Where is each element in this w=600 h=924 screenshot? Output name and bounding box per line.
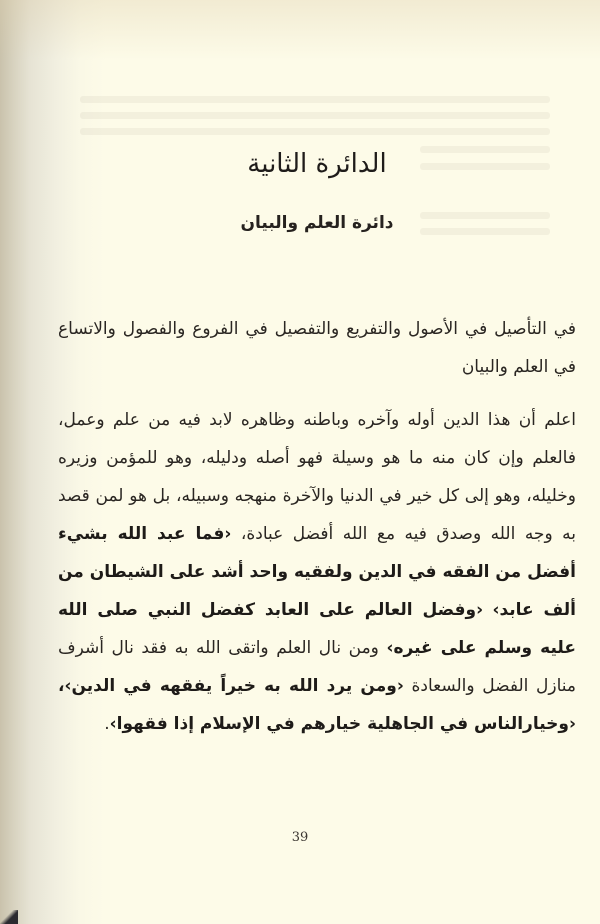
quote-segment: ‹ومن يرد الله به خيراً يفقهه في الدين›، ‹وخيارالناس في الجاهلية خيارهم في الإسلام إذا فقهوا› <box>58 676 576 734</box>
main-paragraph <box>58 401 576 743</box>
text-segment: اعلم أن هذا الدين أوله وآخره وباطنه وظاهره لابد فيه من علم وعمل، فالعلم وإن كان منه ما هو وسيلة فهو أصله ودليله، وهو للمؤمن وزيره وخليله، وهو إلى كل خير في الدنيا والآخرة منهجه وسبيله، بل هو لمن قصد به وجه الله وصدق فيه مع الله أفضل عبادة، <box>58 410 576 544</box>
intro-paragraph: في التأصيل في الأصول والتفريع والتفصيل في الفروع والفصول والاتساع في العلم والبيان <box>58 319 576 377</box>
text-segment: . <box>104 714 110 734</box>
page-number: 39 <box>291 830 309 845</box>
quote-segment: ‹وفضل العالم على العابد كفضل النبي صلى الله عليه وسلم على غيره› <box>58 600 576 658</box>
show-through-line <box>80 112 550 119</box>
quote-segment: ‹فما عبد الله بشيء أفضل من الفقه في الدين ولفقيه واحد أشد على الشيطان من ألف عابد› <box>58 524 576 620</box>
text-segment: ومن نال العلم واتقى الله به فقد نال أشرف منازل الفضل والسعادة <box>58 638 576 696</box>
show-through-line <box>80 96 550 103</box>
show-through-line <box>80 128 550 135</box>
top-shadow <box>0 0 600 60</box>
chapter-title: الدائرة الثانية <box>247 149 387 180</box>
chapter-subtitle: دائرة العلم والبيان <box>240 213 394 234</box>
background-corner <box>0 910 18 924</box>
